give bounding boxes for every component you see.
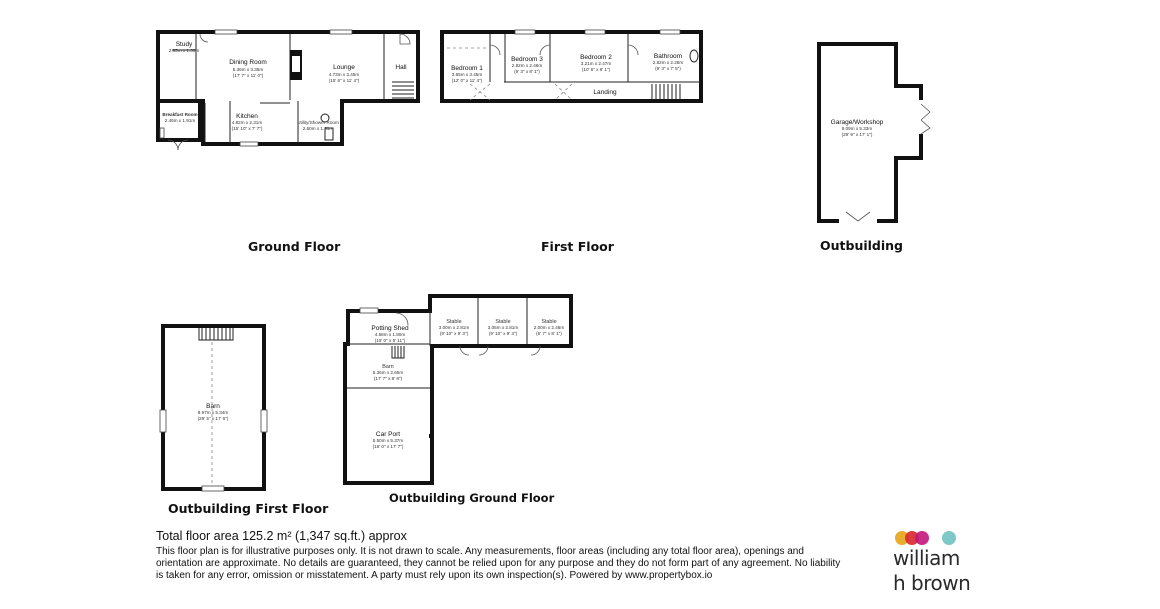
room-breakfast-name: Breakfast Room (162, 112, 198, 117)
room-dining-dim: 5.36m x 3.35m (232, 67, 264, 72)
room-carport-dim: 5.50m x 5.37m (372, 438, 404, 443)
room-lounge-name: Lounge (333, 64, 355, 71)
first-floor-label: First Floor (541, 239, 614, 254)
disclaimer-text: This floor plan is for illustrative purposes only. It is not drawn to scale. Any measurements, floor areas (including any total floor area), openings and orientation are approximate. No details are guaranteed, they cannot be relied upon for any purpose and they do not form part of any agreement. No liability is taken for any error, omission or misstatement. A party must rely upon its own inspection(s). Powered by www.propertybox.io (156, 546, 841, 582)
outbuilding-plan (819, 44, 930, 224)
room-hall-name: Hall (395, 64, 407, 71)
room-barn-lower-name: Barn (382, 364, 394, 370)
outbuilding-ground-floor-label: Outbuilding Ground Floor (389, 491, 555, 505)
room-potting-dim: 4.58m x 1.80m (374, 332, 406, 337)
room-lounge-dim-imperial: (15' 6" x 11' 4") (328, 78, 360, 83)
room-kitchen-dim: 4.82m x 2.31m (231, 120, 263, 125)
room-utility-dim: 2.50m x 1.61m (302, 126, 334, 131)
room-carport-name: Car Port (375, 431, 401, 438)
room-dining-name: Dining Room (229, 59, 267, 66)
room-bed2-dim: 3.21m x 2.47m (580, 61, 612, 66)
room-garage-dim: 9.09m x 5.33m (841, 126, 873, 131)
room-bed3-dim-imperial: (9' 3" x 8' 1") (514, 69, 540, 74)
room-stable1-dim-imperial: (9' 10" x 9' 3") (439, 331, 469, 336)
ground-floor-label: Ground Floor (248, 239, 341, 254)
room-carport-dim-imperial: (18' 0" x 17' 7") (372, 444, 404, 449)
room-stable2-dim: 3.05m x 2.81m (487, 325, 519, 330)
room-bed2-dim-imperial: (10' 6" x 8' 1") (581, 67, 611, 72)
room-barn-upper-dim-imperial: (29' 5" x 17' 6") (197, 416, 229, 421)
room-bed3-name: Bedroom 3 (511, 56, 543, 63)
room-potting-dim-imperial: (15' 0" x 5' 11") (374, 338, 406, 343)
room-bath-dim-imperial: (9' 3" x 7' 5") (655, 66, 681, 71)
room-bath-name: Bathroom (653, 53, 683, 60)
outbuilding-first-floor-label: Outbuilding First Floor (168, 501, 329, 516)
room-stable3-dim: 2.00m x 2.46m (533, 325, 565, 330)
room-landing-name: Landing (593, 89, 617, 96)
room-potting-name: Potting Shed (371, 325, 409, 332)
room-bed1-dim-imperial: (12' 0" x 11' 4") (451, 78, 483, 83)
room-barn-lower-dim: 5.36m x 2.65m (372, 370, 404, 375)
room-kitchen-dim-imperial: (15' 10" x 7' 7") (231, 126, 263, 131)
logo-word-william: william (893, 546, 960, 570)
room-barn-lower-dim-imperial: (17' 7" x 8' 8") (373, 376, 403, 381)
room-stable1-name: Stable (446, 319, 462, 325)
room-study-dim: 2.85m x 1.30m (168, 48, 200, 53)
room-stable3-name: Stable (541, 319, 557, 325)
room-utility-name: Utility/Shower Room (297, 120, 339, 125)
room-bed1-dim: 3.65m x 3.45m (451, 72, 483, 77)
logo-word-h-brown: h brown (893, 571, 971, 595)
room-stable3-dim-imperial: (6' 7" x 8' 1") (536, 331, 562, 336)
william-h-brown-logo (893, 529, 1003, 599)
room-bed2-name: Bedroom 2 (580, 54, 612, 61)
room-stable1-dim: 3.00m x 2.81m (438, 325, 470, 330)
room-barn-upper-dim: 8.97m x 5.34m (197, 410, 229, 415)
room-stable2-name: Stable (495, 319, 511, 325)
room-lounge-dim: 4.73m x 3.45m (328, 72, 360, 77)
room-garage-name: Garage/Workshop (830, 119, 884, 126)
room-bed1-name: Bedroom 1 (451, 65, 483, 72)
total-floor-area: Total floor area 125.2 m² (1,347 sq.ft.) approx (156, 529, 407, 543)
room-stable2-dim-imperial: (9' 10" x 9' 3") (488, 331, 518, 336)
room-garage-dim-imperial: (29' 9" x 17' 1") (841, 132, 873, 137)
room-kitchen-name: Kitchen (236, 113, 258, 120)
outbuilding-label: Outbuilding (820, 238, 903, 253)
logo-dot-magenta (915, 531, 929, 545)
room-breakfast-dim: 2.46m x 1.91m (164, 118, 196, 123)
room-study-name: Study (175, 41, 193, 48)
room-barn-upper-name: Barn (206, 403, 220, 410)
room-bed3-dim: 2.82m x 2.46m (511, 63, 543, 68)
room-bath-dim: 2.82m x 2.28m (652, 60, 684, 65)
logo-dot-teal (942, 531, 956, 545)
room-dining-dim-imperial: (17' 7" x 11' 0") (232, 73, 264, 78)
